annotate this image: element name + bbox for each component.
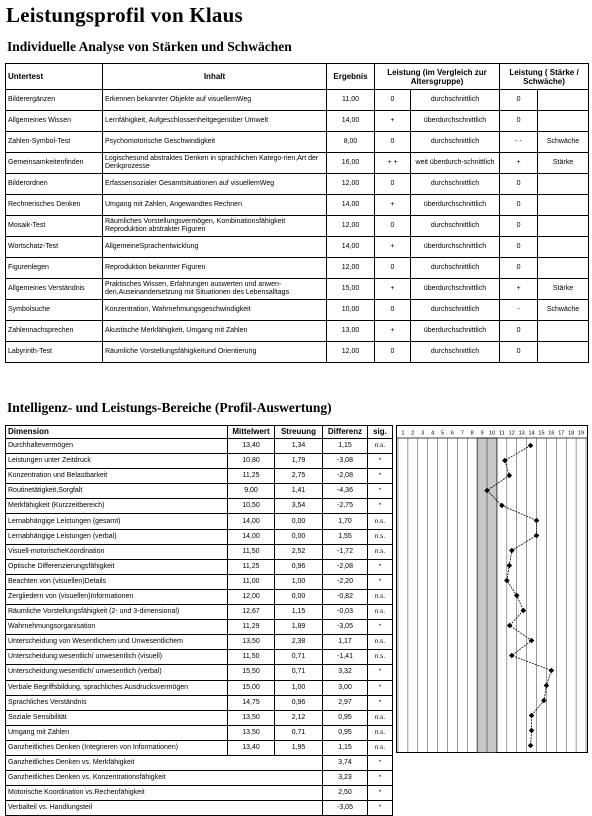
dimension-name: Lernabhängige Leistungen (verbal) bbox=[6, 529, 228, 544]
performance-symbol: 0 bbox=[375, 90, 411, 111]
comparison-row bbox=[6, 771, 393, 786]
comparison-row bbox=[6, 801, 393, 816]
significance: * bbox=[368, 484, 393, 499]
difference: 3,00 bbox=[323, 680, 368, 695]
performance-label: überdurchschnittlich bbox=[411, 111, 500, 132]
mean-value: 14,00 bbox=[228, 514, 275, 529]
subtest-content: Reproduktion bekannter Figuren bbox=[103, 258, 327, 279]
scale-tick-label: 17 bbox=[558, 430, 565, 437]
performance-symbol: + bbox=[375, 111, 411, 132]
std-dev: 2,75 bbox=[275, 469, 323, 484]
dimension-name: Unterscheidung:wesentlich/ unwesentlich (verbal) bbox=[6, 665, 228, 680]
subtest-content: AllgemeineSprachentwicklung bbox=[103, 237, 327, 258]
performance-symbol: 0 bbox=[375, 132, 411, 153]
scale-tick-label: 16 bbox=[548, 430, 555, 437]
col-staerke-schwaeche: Leistung ( Stärke / Schwäche) bbox=[500, 64, 589, 90]
std-dev: 1,41 bbox=[275, 484, 323, 499]
mean-value: 12,00 bbox=[228, 589, 275, 604]
subtest-content: Psychomotorische Geschwindigkeit bbox=[103, 132, 327, 153]
std-dev: 1,95 bbox=[275, 740, 323, 755]
comparison-significance: * bbox=[368, 786, 393, 801]
strength-symbol: 0 bbox=[500, 258, 538, 279]
strength-label bbox=[538, 258, 589, 279]
subtest-result: 12,00 bbox=[327, 216, 375, 237]
performance-label: durchschnittlich bbox=[411, 216, 500, 237]
difference: -0,82 bbox=[323, 589, 368, 604]
mean-value: 13,50 bbox=[228, 725, 275, 740]
mean-value: 13,40 bbox=[228, 740, 275, 755]
mean-value: 14,75 bbox=[228, 695, 275, 710]
std-dev: 0,00 bbox=[275, 514, 323, 529]
comparison-row bbox=[6, 786, 393, 801]
subtest-row bbox=[6, 342, 589, 363]
subtest-row bbox=[6, 216, 589, 237]
comparison-significance: * bbox=[368, 801, 393, 816]
strength-symbol: 0 bbox=[500, 90, 538, 111]
scale-tick-label: 3 bbox=[421, 430, 425, 437]
subtest-row bbox=[6, 300, 589, 321]
performance-label: überdurchschnittlich bbox=[411, 195, 500, 216]
dimension-row bbox=[6, 635, 393, 650]
std-dev: 0,00 bbox=[275, 529, 323, 544]
difference: 0,95 bbox=[323, 725, 368, 740]
dimension-row bbox=[6, 499, 393, 514]
subtest-result: 15,00 bbox=[327, 279, 375, 300]
col-dimension: Dimension bbox=[6, 426, 228, 439]
scale-tick-label: 1 bbox=[401, 430, 405, 437]
dimension-row bbox=[6, 469, 393, 484]
std-dev: 2,12 bbox=[275, 710, 323, 725]
subtest-name: Gemeinsamkeitenfinden bbox=[6, 153, 103, 174]
dimension-row bbox=[6, 484, 393, 499]
comparison-difference: -3,05 bbox=[323, 801, 368, 816]
section2-title: Intelligenz- und Leistungs-Bereiche (Profil-Auswertung) bbox=[7, 400, 332, 415]
significance: n.s. bbox=[368, 740, 393, 755]
subtest-result: 12,00 bbox=[327, 258, 375, 279]
mean-value: 15,00 bbox=[228, 680, 275, 695]
subtest-name: Bilderordnen bbox=[6, 174, 103, 195]
dimension-name: Routinetätigkeit,Sorgfalt bbox=[6, 484, 228, 499]
performance-label: durchschnittlich bbox=[411, 342, 500, 363]
significance: n.s. bbox=[368, 514, 393, 529]
dimension-row bbox=[6, 620, 393, 635]
dimension-name: Optische Differenzierungsfähigkeit bbox=[6, 559, 228, 574]
strength-symbol: 0 bbox=[500, 195, 538, 216]
subtest-row bbox=[6, 174, 589, 195]
profile-scale-chart bbox=[396, 425, 588, 753]
dimension-row bbox=[6, 605, 393, 620]
dimension-row bbox=[6, 740, 393, 755]
strengths-weaknesses-body bbox=[6, 90, 589, 363]
strength-label bbox=[538, 111, 589, 132]
std-dev: 0,96 bbox=[275, 695, 323, 710]
scale-tick-label: 9 bbox=[480, 430, 484, 437]
performance-symbol: 0 bbox=[375, 258, 411, 279]
col-ergebnis: Ergebnis bbox=[327, 64, 375, 90]
col-leistung-alter: Leistung (im Vergleich zur Altersgruppe) bbox=[375, 64, 500, 90]
mean-value: 13,50 bbox=[228, 635, 275, 650]
scale-tick-label: 18 bbox=[568, 430, 575, 437]
col-sig: sig. bbox=[368, 426, 393, 439]
dimension-row bbox=[6, 680, 393, 695]
dimension-name: Konzentration und Belastbarkeit bbox=[6, 469, 228, 484]
strength-symbol: + bbox=[500, 279, 538, 300]
strength-label bbox=[538, 90, 589, 111]
significance: * bbox=[368, 680, 393, 695]
subtest-row bbox=[6, 321, 589, 342]
significance: * bbox=[368, 499, 393, 514]
difference: 1,15 bbox=[323, 439, 368, 454]
subtest-content: Lernfähigkeit, Aufgeschlossenheitgegenüber Umwelt bbox=[103, 111, 327, 132]
performance-label: durchschnittlich bbox=[411, 174, 500, 195]
performance-symbol: 0 bbox=[375, 300, 411, 321]
mean-value: 9,00 bbox=[228, 484, 275, 499]
mean-value: 11,50 bbox=[228, 544, 275, 559]
subtest-name: Wortschatz-Test bbox=[6, 237, 103, 258]
subtest-result: 12,00 bbox=[327, 174, 375, 195]
subtest-result: 13,00 bbox=[327, 321, 375, 342]
scale-tick-label: 5 bbox=[440, 430, 445, 437]
dimension-row bbox=[6, 439, 393, 454]
strength-label bbox=[538, 216, 589, 237]
dimension-name: Visuell-motorischeKoordination bbox=[6, 544, 228, 559]
dimension-row bbox=[6, 665, 393, 680]
mean-value: 11,00 bbox=[228, 574, 275, 589]
dimension-row bbox=[6, 559, 393, 574]
comparison-name: Ganzheitliches Denken vs. Konzentrationsfähigkeit bbox=[6, 771, 323, 786]
subtest-name: Labyrinth-Test bbox=[6, 342, 103, 363]
subtest-name: Symbolsuche bbox=[6, 300, 103, 321]
comparison-significance: * bbox=[368, 755, 393, 770]
dimension-name: Soziale Sensibilität bbox=[6, 710, 228, 725]
mean-value: 11,29 bbox=[228, 620, 275, 635]
difference: -4,36 bbox=[323, 484, 368, 499]
dimension-row bbox=[6, 574, 393, 589]
difference: 3,32 bbox=[323, 665, 368, 680]
difference: -3,05 bbox=[323, 620, 368, 635]
difference: -2,08 bbox=[323, 559, 368, 574]
significance: n.s. bbox=[368, 650, 393, 665]
mean-value: 13,40 bbox=[228, 439, 275, 454]
subtest-name: Mosaik-Test bbox=[6, 216, 103, 237]
std-dev: 0,71 bbox=[275, 665, 323, 680]
significance: * bbox=[368, 454, 393, 469]
subtest-result: 14,00 bbox=[327, 195, 375, 216]
std-dev: 1,00 bbox=[275, 680, 323, 695]
subtest-row bbox=[6, 132, 589, 153]
dimension-name: Räumliche Vorstellungsfähigkeit (2- und 3-dimensional) bbox=[6, 605, 228, 620]
col-streuung: Streuung bbox=[275, 426, 323, 439]
difference: -2,08 bbox=[323, 469, 368, 484]
subtest-name: Allgemeines Wissen bbox=[6, 111, 103, 132]
scale-tick-label: 6 bbox=[450, 430, 454, 437]
significance: n.s. bbox=[368, 605, 393, 620]
scale-tick-label: 8 bbox=[470, 430, 474, 437]
section1-title: Individuelle Analyse von Stärken und Schwächen bbox=[7, 39, 292, 54]
subtest-row bbox=[6, 153, 589, 174]
significance: * bbox=[368, 620, 393, 635]
difference: -1,72 bbox=[323, 544, 368, 559]
strength-label bbox=[538, 195, 589, 216]
std-dev: 3,54 bbox=[275, 499, 323, 514]
comparison-name: Ganzheitliches Denken vs. Merkfähigkeit bbox=[6, 755, 323, 770]
performance-label: durchschnittlich bbox=[411, 258, 500, 279]
subtest-result: 11,00 bbox=[327, 90, 375, 111]
strength-label: Stärke bbox=[538, 153, 589, 174]
strength-label: Schwäche bbox=[538, 132, 589, 153]
comparison-difference: 3,23 bbox=[323, 771, 368, 786]
significance: * bbox=[368, 559, 393, 574]
performance-symbol: 0 bbox=[375, 174, 411, 195]
subtest-name: Allgemeines Verständnis bbox=[6, 279, 103, 300]
dimension-name: Merkfähigkeit (Kurzzeitbereich) bbox=[6, 499, 228, 514]
dimension-row bbox=[6, 650, 393, 665]
dimension-row bbox=[6, 544, 393, 559]
std-dev: 1,89 bbox=[275, 620, 323, 635]
strength-symbol: 0 bbox=[500, 174, 538, 195]
performance-label: überdurchschnittlich bbox=[411, 279, 500, 300]
subtest-row bbox=[6, 111, 589, 132]
performance-symbol: + bbox=[375, 321, 411, 342]
strength-symbol: 0 bbox=[500, 216, 538, 237]
significance: * bbox=[368, 574, 393, 589]
performance-label: weit überdurch-schnittlich bbox=[411, 153, 500, 174]
subtest-content: Erkennen bekannter Objekte auf visuellemWeg bbox=[103, 90, 327, 111]
subtest-content: Umgang mit Zahlen, Angewandtes Rechnen bbox=[103, 195, 327, 216]
performance-label: durchschnittlich bbox=[411, 300, 500, 321]
strength-symbol: 0 bbox=[500, 342, 538, 363]
dimension-name: Unterscheidung von Wesentlichem und Unwesentlichem bbox=[6, 635, 228, 650]
performance-symbol: 0 bbox=[375, 342, 411, 363]
scale-tick-label: 15 bbox=[538, 430, 545, 437]
comparison-difference: 3,74 bbox=[323, 755, 368, 770]
subtest-result: 10,00 bbox=[327, 300, 375, 321]
mean-value: 11,25 bbox=[228, 559, 275, 574]
subtest-name: Figurenlegen bbox=[6, 258, 103, 279]
subtest-result: 16,00 bbox=[327, 153, 375, 174]
subtest-name: Bilderergänzen bbox=[6, 90, 103, 111]
strength-symbol: + bbox=[500, 153, 538, 174]
col-differenz: Differenz bbox=[323, 426, 368, 439]
strength-symbol: - - bbox=[500, 132, 538, 153]
mean-value: 10,80 bbox=[228, 454, 275, 469]
scale-tick-label: 13 bbox=[518, 430, 525, 437]
subtest-content: Akustische Merkfähigkeit, Umgang mit Zahlen bbox=[103, 321, 327, 342]
subtest-row bbox=[6, 195, 589, 216]
significance: * bbox=[368, 695, 393, 710]
performance-label: durchschnittlich bbox=[411, 90, 500, 111]
subtest-row bbox=[6, 258, 589, 279]
performance-symbol: + bbox=[375, 237, 411, 258]
difference: 1,70 bbox=[323, 514, 368, 529]
subtest-content: Konzentration, Wahrnehmungsgeschwindigkeit bbox=[103, 300, 327, 321]
subtest-content: Räumliches Vorstellungsvermögen, Kombinationsfähigkeit Reproduktion abstrakter Figuren bbox=[103, 216, 327, 237]
strength-label bbox=[538, 321, 589, 342]
performance-label: überdurchschnittlich bbox=[411, 237, 500, 258]
strength-symbol: 0 bbox=[500, 237, 538, 258]
dimension-row bbox=[6, 454, 393, 469]
subtest-row bbox=[6, 279, 589, 300]
significance: n.s. bbox=[368, 635, 393, 650]
difference: 2,97 bbox=[323, 695, 368, 710]
subtest-result: 8,00 bbox=[327, 132, 375, 153]
difference: 1,17 bbox=[323, 635, 368, 650]
scale-tick-label: 10 bbox=[488, 430, 496, 437]
scale-tick-label: 4 bbox=[431, 430, 435, 437]
mean-value: 11,25 bbox=[228, 469, 275, 484]
dimension-row bbox=[6, 529, 393, 544]
subtest-name: Zahlen-Symbol-Test bbox=[6, 132, 103, 153]
dimension-name: Verbale Begriffsbildung, sprachliches Ausdrucksvermögen bbox=[6, 680, 228, 695]
significance: n.s. bbox=[368, 529, 393, 544]
col-inhalt: Inhalt bbox=[103, 64, 327, 90]
strength-label: Stärke bbox=[538, 279, 589, 300]
difference: 1,55 bbox=[323, 529, 368, 544]
subtest-row bbox=[6, 237, 589, 258]
performance-symbol: + bbox=[375, 195, 411, 216]
dimension-name: Zergliedern von (visuellen)Informationen bbox=[6, 589, 228, 604]
difference: 1,15 bbox=[323, 740, 368, 755]
scale-tick-label: 12 bbox=[508, 430, 515, 437]
subtest-result: 12,00 bbox=[327, 342, 375, 363]
std-dev: 0,71 bbox=[275, 725, 323, 740]
dimension-name: Unterscheidung:wesentlich/ unwesentlich (visuell) bbox=[6, 650, 228, 665]
dimension-name: Lernabhängige Leistungen (gesamt) bbox=[6, 514, 228, 529]
dimension-row bbox=[6, 589, 393, 604]
dimension-name: Ganzheitliches Denken (Integrieren von Informationen) bbox=[6, 740, 228, 755]
subtest-name: Zahlennachsprechen bbox=[6, 321, 103, 342]
mean-value: 13,50 bbox=[228, 710, 275, 725]
scale-tick-label: 14 bbox=[528, 430, 535, 437]
strength-label bbox=[538, 237, 589, 258]
comparison-name: Verbalteil vs. Handlungsteil bbox=[6, 801, 323, 816]
difference: 0,95 bbox=[323, 710, 368, 725]
significance: n.s. bbox=[368, 589, 393, 604]
subtest-name: Rechnerisches Denken bbox=[6, 195, 103, 216]
subtest-content: Räumliche Vorstellungsfähigkeitund Orientierung bbox=[103, 342, 327, 363]
subtest-result: 14,00 bbox=[327, 237, 375, 258]
mean-value: 14,00 bbox=[228, 529, 275, 544]
comparison-difference: 2,50 bbox=[323, 786, 368, 801]
std-dev: 2,38 bbox=[275, 635, 323, 650]
profile-table bbox=[5, 425, 393, 816]
scale-tick-label: 7 bbox=[460, 430, 464, 437]
performance-label: durchschnittlich bbox=[411, 132, 500, 153]
performance-label: überdurchschnittlich bbox=[411, 321, 500, 342]
performance-symbol: + bbox=[375, 279, 411, 300]
dimension-name: Beachten von (visuellen)Details bbox=[6, 574, 228, 589]
col-untertest: Untertest bbox=[6, 64, 103, 90]
significance: n.s. bbox=[368, 725, 393, 740]
strength-label bbox=[538, 342, 589, 363]
std-dev: 2,52 bbox=[275, 544, 323, 559]
std-dev: 0,96 bbox=[275, 559, 323, 574]
difference: -0,03 bbox=[323, 605, 368, 620]
subtest-content: Praktisches Wissen, Erfahrungen auswerten und anwen-den,Auseinandersetzung mit Situationen des Lebensalltags bbox=[103, 279, 327, 300]
significance: n.s. bbox=[368, 710, 393, 725]
mean-value: 11,50 bbox=[228, 650, 275, 665]
performance-symbol: 0 bbox=[375, 216, 411, 237]
dimension-row bbox=[6, 725, 393, 740]
page-title: Leistungsprofil von Klaus bbox=[6, 3, 243, 27]
scale-tick-label: 2 bbox=[411, 430, 415, 437]
mean-value: 15,50 bbox=[228, 665, 275, 680]
performance-symbol: + + bbox=[375, 153, 411, 174]
scale-tick-label: 19 bbox=[577, 430, 585, 437]
std-dev: 1,15 bbox=[275, 605, 323, 620]
std-dev: 1,79 bbox=[275, 454, 323, 469]
difference: -2,20 bbox=[323, 574, 368, 589]
dimension-row bbox=[6, 695, 393, 710]
strength-label bbox=[538, 174, 589, 195]
strength-symbol: 0 bbox=[500, 111, 538, 132]
significance: * bbox=[368, 665, 393, 680]
std-dev: 0,00 bbox=[275, 589, 323, 604]
scale-tick-label: 11 bbox=[499, 430, 505, 437]
std-dev: 1,34 bbox=[275, 439, 323, 454]
strength-label: Schwäche bbox=[538, 300, 589, 321]
profile-body bbox=[6, 439, 393, 816]
dimension-row bbox=[6, 514, 393, 529]
dimension-name: Umgang mit Zahlen bbox=[6, 725, 228, 740]
subtest-content: Logischesund abstraktes Denken in sprachlichen Katego-rien,Art der Denkprozesse bbox=[103, 153, 327, 174]
dimension-name: Wahrnehmungsorganisation bbox=[6, 620, 228, 635]
col-mittelwert: Mittelwert bbox=[228, 426, 275, 439]
difference: -2,75 bbox=[323, 499, 368, 514]
strength-symbol: - bbox=[500, 300, 538, 321]
subtest-result: 14,00 bbox=[327, 111, 375, 132]
comparison-significance: * bbox=[368, 771, 393, 786]
dimension-name: Sprachliches Verständnis bbox=[6, 695, 228, 710]
dimension-name: Leistungen unter Zeitdruck bbox=[6, 454, 228, 469]
strength-symbol: 0 bbox=[500, 321, 538, 342]
dimension-row bbox=[6, 710, 393, 725]
subtest-row bbox=[6, 90, 589, 111]
strengths-weaknesses-table bbox=[5, 63, 589, 363]
mean-value: 12,67 bbox=[228, 605, 275, 620]
significance: n.s. bbox=[368, 439, 393, 454]
subtest-content: Erfassensozialer Gesamtsituationen auf visuellemWeg bbox=[103, 174, 327, 195]
std-dev: 1,00 bbox=[275, 574, 323, 589]
mean-value: 10,50 bbox=[228, 499, 275, 514]
difference: -3,08 bbox=[323, 454, 368, 469]
significance: * bbox=[368, 469, 393, 484]
significance: n.s. bbox=[368, 544, 393, 559]
comparison-row bbox=[6, 755, 393, 770]
comparison-name: Motorische Koordination vs.Rechenfähigkeit bbox=[6, 786, 323, 801]
std-dev: 0,71 bbox=[275, 650, 323, 665]
difference: -1,41 bbox=[323, 650, 368, 665]
dimension-name: Durchhaltevermögen bbox=[6, 439, 228, 454]
